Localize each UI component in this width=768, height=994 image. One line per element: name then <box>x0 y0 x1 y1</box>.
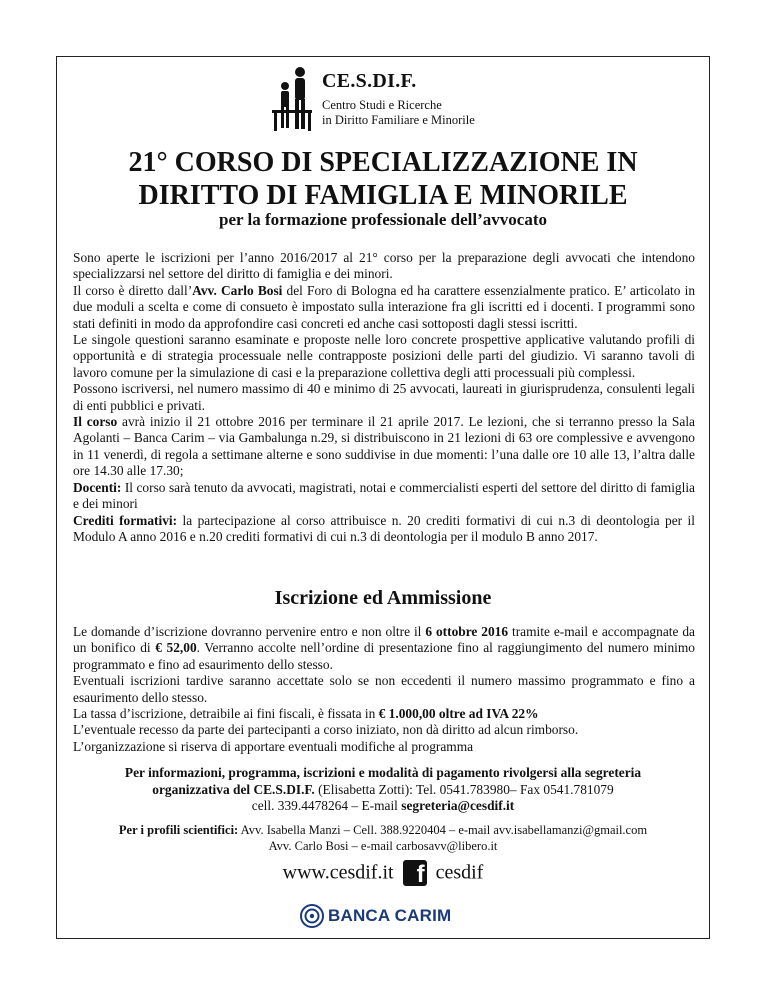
deadline-text-a: Le domande d’iscrizione dovranno pervenire entro e non oltre il <box>73 624 426 639</box>
info-line1 <box>60 765 706 782</box>
scientific-label: Per i profili scientifici: <box>118 823 239 837</box>
sponsor-logo <box>300 904 470 930</box>
info-heading: Per informazioni, programma, iscrizioni e modalità di pagamento rivolgersi alla segreteria <box>124 765 642 780</box>
intro-paragraph: Sono aperte le iscrizioni per l’anno 2016/2017 al 21° corso per la preparazione degli avvocati che intendono specializzarsi nel settore del diritto di famiglia e dei minori. <box>73 250 695 282</box>
deadline-paragraph <box>73 624 695 673</box>
schedule-paragraph <box>73 414 695 480</box>
changes-paragraph: L’organizzazione si riserva di apportare eventuali modifiche al programma <box>73 738 474 754</box>
fee-paragraph <box>73 706 695 722</box>
fee-amount: € 1.000,00 oltre ad IVA 22% <box>378 706 539 722</box>
info-line3 <box>60 798 706 815</box>
admission-heading: Iscrizione ed Ammissione <box>274 587 492 609</box>
title-line1: 21° CORSO DI SPECIALIZZAZIONE IN <box>128 147 638 178</box>
schedule-label: Il corso <box>73 414 118 430</box>
scientific-contacts <box>60 823 706 854</box>
cesdif-logo <box>270 66 530 136</box>
method-paragraph: Le singole questioni saranno esaminate e proposte nelle loro concrete prospettive applicative valutando profili di opportunità e di strategia processuale nelle contrapposte posizioni delle parti del giudizio. Vi saranno tavoli di lavoro comune per la simulazione di casi e la preparazione collettiva degli atti processuali più complessi. <box>73 332 695 380</box>
logo-name: CE.S.DI.F. <box>322 70 417 92</box>
eligibility-paragraph: Possono iscriversi, nel numero massimo di 40 e minimo di 25 avvocati, laureati in giurisprudenza, consulenti legali di enti pubblici e privati. <box>73 381 695 413</box>
director-name: Avv. Carlo Bosi <box>192 282 283 298</box>
deadline-text-c: tramite e-mail e accompagnate da un bonifico di <box>73 624 695 656</box>
director-text-before: Il corso è diretto dall’ <box>73 282 193 298</box>
teachers-paragraph <box>73 480 695 513</box>
title-line2: DIRITTO DI FAMIGLIA E MINORILE <box>138 180 628 211</box>
scientific-line2: Avv. Carlo Bosi – e-mail carbosavv@libero.it <box>268 838 498 853</box>
schedule-text: avrà inizio il 21 ottobre 2016 per terminare il 21 aprile 2017. Le lezioni, che si terranno presso la Sala Agolanti – Banca Carim – via Gambalunga n.29, si distribuiscono in 21 lezioni di 63 ore complessive e avvengono in 11 venerdì, di regola a settimane alterne e sono suddivise in due momenti: l’una dalle ore 10 alle 13, l’altra dalle ore 14.30 alle 17.30; <box>73 414 695 479</box>
web-links <box>60 860 706 886</box>
credits-label: Crediti formativi: <box>73 512 178 528</box>
director-text-after: del Foro di Bologna ed ha carattere essenzialmente pratico. E’ articolato in due moduli a scelta e come di consueto è impostato sulla interazione fra gli iscritti ed i docenti. I programmi sono stati definiti in modo da approfondire casi concreti ed anche casi sottoposti dagli stessi iscritti. <box>73 282 696 331</box>
sponsor-name: BANCA CARIM <box>328 906 452 925</box>
deposit-amount: € 52,00 <box>155 640 197 656</box>
logo-subtitle-line1: Centro Studi e Ricerche <box>322 98 442 112</box>
secretariat-email-link[interactable]: segreteria@cesdif.it <box>401 798 515 813</box>
course-description <box>73 250 695 545</box>
page-subtitle: per la formazione professionale dell’avvocato <box>219 210 547 229</box>
facebook-icon[interactable]: f <box>403 860 427 886</box>
bank-carim-emblem-icon <box>300 904 324 928</box>
deadline-text-e: . Verranno accolte nell’ordine di presentazione fino al raggiungimento del numero minimo programmato e fino ad esaurimento dello stesso. <box>73 640 695 672</box>
withdrawal-paragraph: L’eventuale recesso da parte dei partecipanti a corso iniziato, non dà diritto ad alcun rimborso. <box>73 722 579 738</box>
teachers-text: Il corso sarà tenuto da avvocati, magistrati, notai e commercialisti esperti del settore del diritto di famiglia e dei minori <box>73 479 695 512</box>
secretariat-label: organizzativa del CE.S.DI.F. <box>152 781 315 797</box>
website-link[interactable]: www.cesdif.it <box>282 861 394 884</box>
director-paragraph <box>73 283 695 332</box>
admission-details <box>73 624 695 755</box>
secretariat-phone: (Elisabetta Zotti): Tel. 0541.783980– Fax 0541.781079 <box>314 781 614 797</box>
credits-paragraph <box>73 513 695 546</box>
page-title <box>60 146 706 212</box>
teachers-label: Docenti: <box>73 479 122 495</box>
credits-text: la partecipazione al corso attribuisce n. 20 crediti formativi di cui n.3 di deontologia per il Modulo A anno 2016 e n.20 crediti formativi di cui n.3 di deontologia per il modulo B anno 2017. <box>73 512 695 544</box>
deadline-date: 6 ottobre 2016 <box>425 624 509 639</box>
contact-info <box>60 765 706 815</box>
fee-text: La tassa d’iscrizione, detraibile ai fini fiscali, è fissata in <box>73 706 379 722</box>
logo-subtitle-line2: in Diritto Familiare e Minorile <box>322 113 475 127</box>
facebook-handle[interactable]: cesdif <box>435 861 484 884</box>
late-registration-paragraph: Eventuali iscrizioni tardive saranno accettate solo se non eccedenti il numero massimo programmato e fino a esaurimento dello stesso. <box>73 673 695 705</box>
scientific-contact-manzi: Avv. Isabella Manzi – Cell. 388.9220404 – e-mail avv.isabellamanzi@gmail.com <box>238 823 648 837</box>
scientific-line1 <box>60 823 706 839</box>
family-figures-icon <box>270 66 318 136</box>
cell-text: cell. 339.4478264 – E-mail <box>251 798 402 813</box>
info-line2 <box>60 782 706 799</box>
